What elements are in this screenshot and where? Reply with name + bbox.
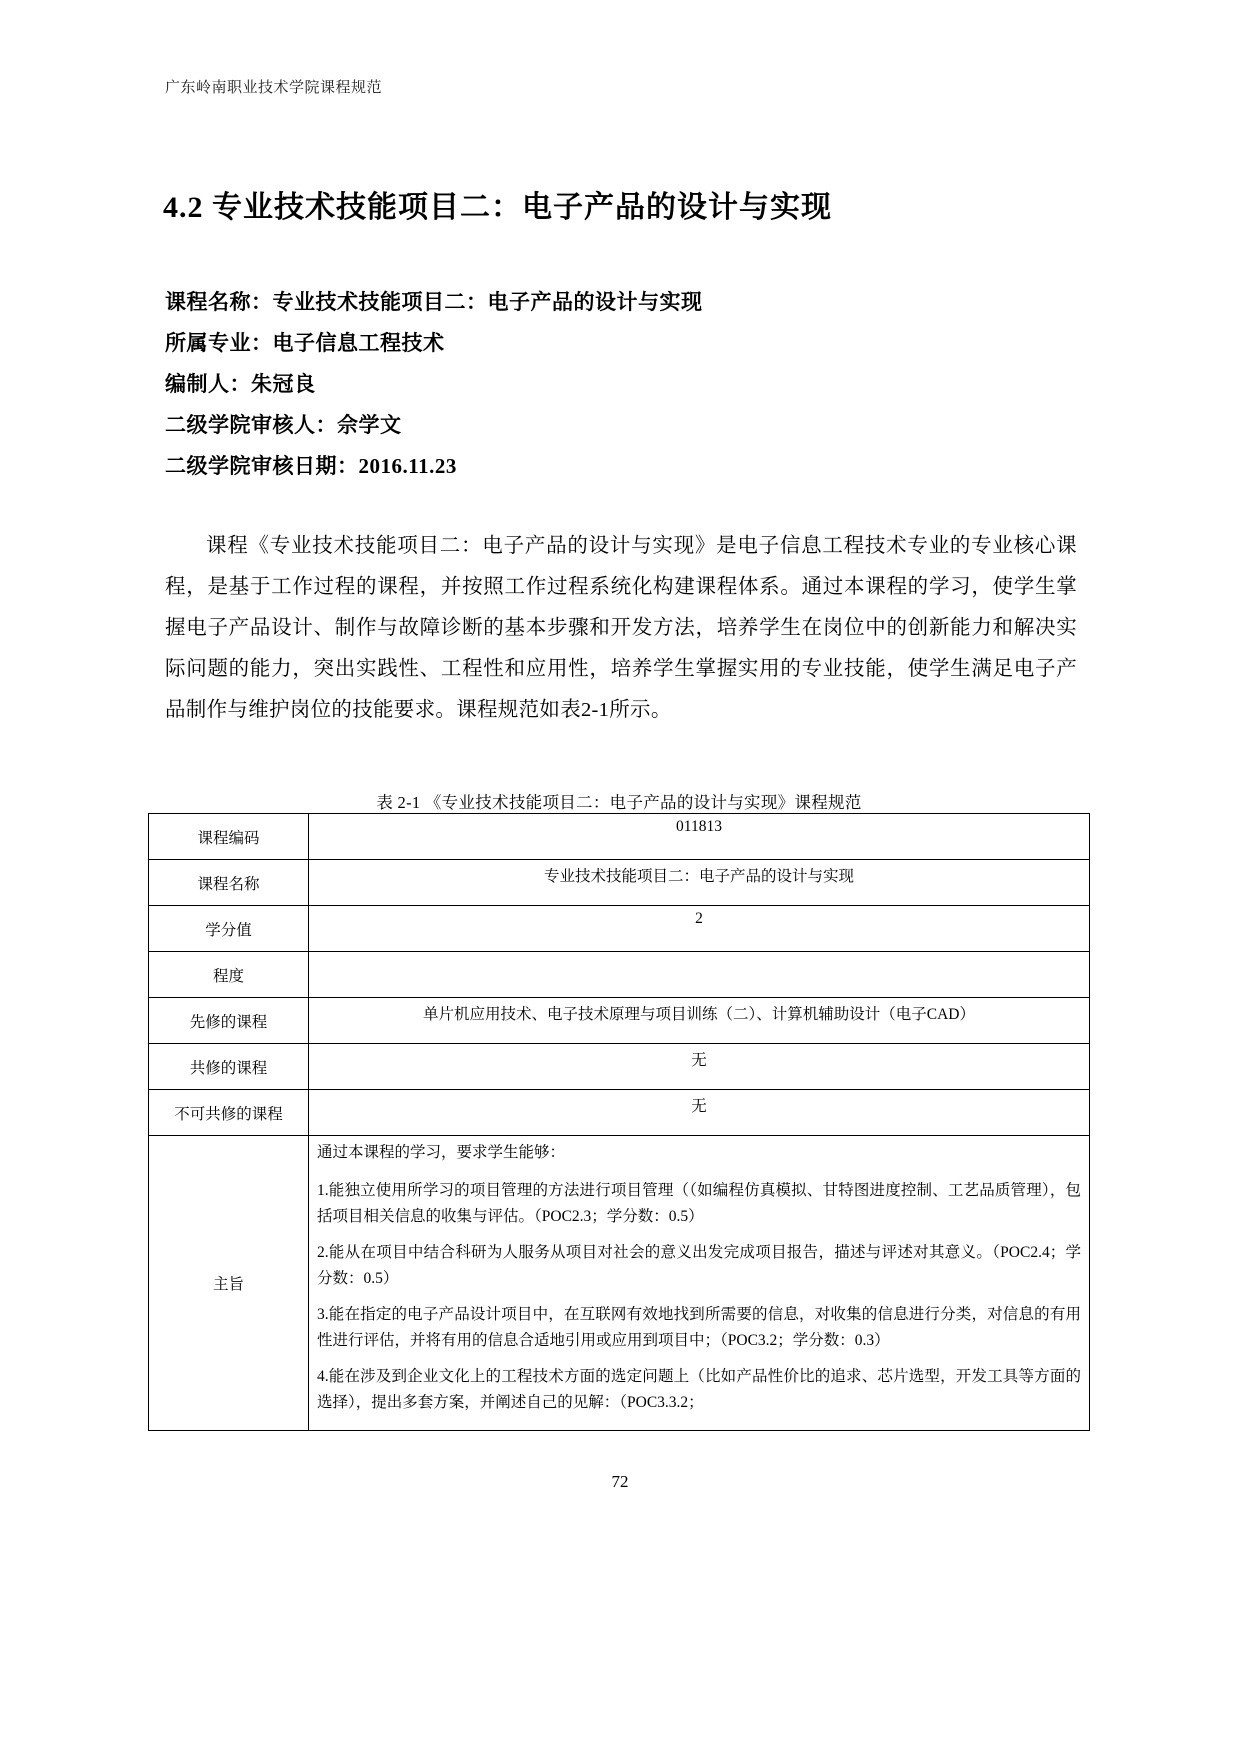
row-label: 程度 (149, 952, 309, 998)
purpose-intro: 通过本课程的学习，要求学生能够： (317, 1144, 566, 1161)
row-label: 主旨 (149, 1136, 309, 1431)
purpose-item: 4.能在涉及到企业文化上的工程技术方面的选定问题上（比如产品性价比的追求、芯片选型，开发工具等方面的选择），提出多套方案，并阐述自己的见解：（POC3.3.2； (317, 1368, 1081, 1411)
intro-paragraph: 课程《专业技术技能项目二：电子产品的设计与实现》是电子信息工程技术专业的专业核心课程，是基于工作过程的课程，并按照工作过程系统化构建课程体系。通过本课程的学习，使学生掌握电子产品设计、制作与故障诊断的基本步骤和开发方法，培养学生在岗位中的创新能力和解决实际问题的能力，突出实践性、工程性和应用性，培养学生掌握实用的专业技能，使学生满足电子产品制作与维护岗位的技能要求。课程规范如表2-1所示。 (165, 535, 1077, 721)
row-label: 不可共修的课程 (149, 1090, 309, 1136)
row-label: 学分值 (149, 906, 309, 952)
header-text: 广东岭南职业技术学院课程规范 (165, 80, 383, 96)
table-row-corequisites (149, 1044, 1090, 1090)
meta-line-course-name: 课程名称：专业技术技能项目二：电子产品的设计与实现 (165, 290, 703, 314)
row-value: 无 (309, 1090, 1090, 1136)
purpose-item: 3.能在指定的电子产品设计项目中，在互联网有效地找到所需要的信息，对收集的信息进行分类，对信息的有用性进行评估，并将有用的信息合适地引用或应用到项目中；（POC3.2；学分数：0.3） (317, 1306, 1081, 1349)
row-label: 先修的课程 (149, 998, 309, 1044)
row-value: 011813 (309, 814, 1090, 860)
meta-line-reviewer: 二级学院审核人：佘学文 (165, 413, 402, 437)
course-meta-block (165, 288, 1100, 493)
course-spec-table (148, 813, 1090, 1431)
table-row-credits (149, 906, 1090, 952)
row-value: 单片机应用技术、电子技术原理与项目训练（二）、计算机辅助设计（电子CAD） (309, 998, 1090, 1044)
meta-line-review-date: 二级学院审核日期：2016.11.23 (165, 454, 457, 478)
table-row-course-code (149, 814, 1090, 860)
purpose-item: 1.能独立使用所学习的项目管理的方法进行项目管理（（如编程仿真模拟、甘特图进度控制、工艺品质管理），包括项目相关信息的收集与评估。（POC2.3；学分数：0.5） (317, 1182, 1081, 1225)
page-number: 72 (611, 1472, 629, 1491)
table-row-purpose (149, 1136, 1090, 1431)
meta-line-major: 所属专业：电子信息工程技术 (165, 331, 445, 355)
meta-line-author: 编制人：朱冠良 (165, 372, 316, 396)
page-footer (0, 1472, 1240, 1492)
row-label: 共修的课程 (149, 1044, 309, 1090)
row-label: 课程编码 (149, 814, 309, 860)
purpose-content (309, 1136, 1090, 1431)
purpose-item: 2.能从在项目中结合科研为人服务从项目对社会的意义出发完成项目报告，描述与评述对其意义。（POC2.4；学分数：0.5） (317, 1244, 1081, 1287)
page-header (165, 76, 1090, 97)
row-value: 2 (309, 906, 1090, 952)
row-value (309, 952, 1090, 998)
table-row-course-name (149, 860, 1090, 906)
table-row-level (149, 952, 1090, 998)
row-value: 专业技术技能项目二：电子产品的设计与实现 (309, 860, 1090, 906)
table-row-prerequisites (149, 998, 1090, 1044)
table-caption: 表 2-1 《专业技术技能项目二：电子产品的设计与实现》课程规范 (376, 793, 862, 812)
row-label: 课程名称 (149, 860, 309, 906)
row-value: 无 (309, 1044, 1090, 1090)
section-heading: 4.2 专业技术技能项目二：电子产品的设计与实现 (163, 191, 832, 224)
table-row-incompatible-courses (149, 1090, 1090, 1136)
